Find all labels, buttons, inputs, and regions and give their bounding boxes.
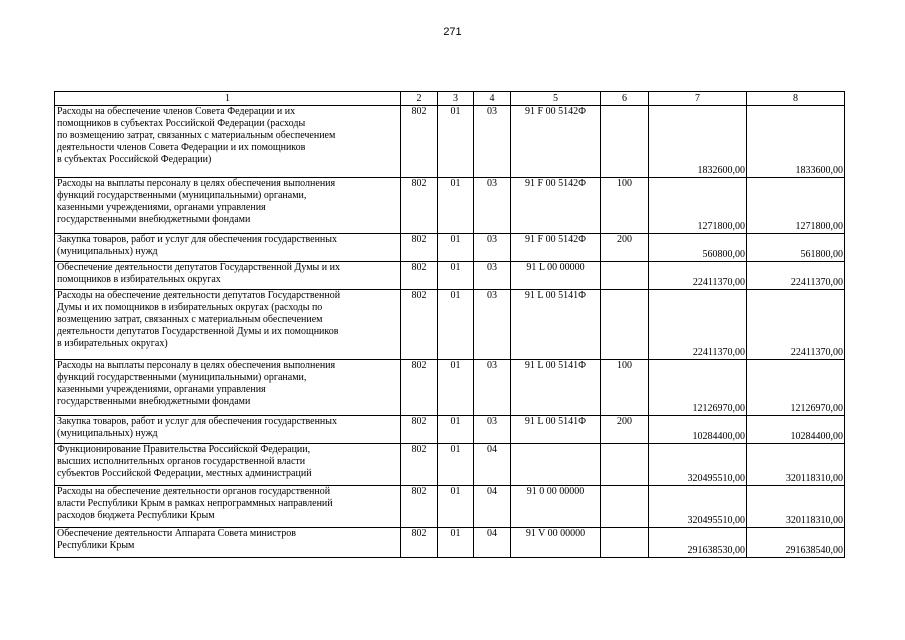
cell-col-7: 291638530,00 — [649, 528, 747, 558]
cell-name — [55, 262, 401, 290]
cell-col-3: 01 — [438, 444, 474, 486]
cell-name-line: государственными внебюджетными фондами — [57, 396, 251, 407]
cell-col-8: 12126970,00 — [747, 360, 845, 416]
cell-name-line: по возмещению затрат, связанных с материальным обеспечением — [57, 130, 336, 141]
budget-table — [54, 91, 845, 558]
cell-name-line: Обеспечение деятельности Аппарата Совета министров — [57, 528, 296, 539]
column-header-4: 4 — [474, 92, 511, 106]
page-number: 271 — [443, 26, 462, 38]
cell-name-line: (муниципальных) нужд — [57, 246, 158, 257]
cell-col-2: 802 — [401, 360, 438, 416]
table-row — [55, 262, 845, 290]
cell-col-7: 560800,00 — [649, 234, 747, 262]
cell-name — [55, 486, 401, 528]
cell-name — [55, 528, 401, 558]
cell-col-4: 04 — [474, 486, 511, 528]
cell-col-3: 01 — [438, 106, 474, 178]
cell-name-line: казенными учреждениями, органами управления — [57, 202, 266, 213]
cell-col-8: 1833600,00 — [747, 106, 845, 178]
cell-col-5: 91 L 00 5141Ф — [511, 360, 601, 416]
cell-col-3: 01 — [438, 528, 474, 558]
cell-col-5: 91 F 00 5142Ф — [511, 234, 601, 262]
cell-col-2: 802 — [401, 416, 438, 444]
cell-name-line: государственными внебюджетными фондами — [57, 214, 251, 225]
cell-col-4: 03 — [474, 416, 511, 444]
table-row — [55, 486, 845, 528]
cell-col-2: 802 — [401, 486, 438, 528]
cell-col-6: 200 — [601, 416, 649, 444]
cell-name-line: деятельности членов Совета Федерации и их помощников — [57, 142, 306, 153]
cell-col-8: 22411370,00 — [747, 290, 845, 360]
cell-col-5: 91 L 00 5141Ф — [511, 290, 601, 360]
table-row — [55, 178, 845, 234]
table-header-row — [55, 92, 845, 106]
cell-col-4: 03 — [474, 106, 511, 178]
cell-name — [55, 444, 401, 486]
cell-col-7: 320495510,00 — [649, 486, 747, 528]
cell-name-line: возмещению затрат, связанных с материальным обеспечением — [57, 314, 323, 325]
cell-name — [55, 416, 401, 444]
cell-col-4: 04 — [474, 528, 511, 558]
cell-col-2: 802 — [401, 528, 438, 558]
cell-col-5: 91 F 00 5142Ф — [511, 106, 601, 178]
cell-col-7: 12126970,00 — [649, 360, 747, 416]
cell-col-6 — [601, 528, 649, 558]
cell-col-5: 91 0 00 00000 — [511, 486, 601, 528]
cell-col-7: 320495510,00 — [649, 444, 747, 486]
cell-col-4: 04 — [474, 444, 511, 486]
cell-col-5: 91 F 00 5142Ф — [511, 178, 601, 234]
cell-name-line: Республики Крым — [57, 540, 135, 551]
cell-col-4: 03 — [474, 290, 511, 360]
cell-col-2: 802 — [401, 106, 438, 178]
cell-name-line: Расходы на выплаты персоналу в целях обеспечения выполнения — [57, 360, 336, 371]
cell-col-6 — [601, 290, 649, 360]
cell-name-line: в субъектах Российской Федерации) — [57, 154, 212, 165]
cell-col-6: 100 — [601, 360, 649, 416]
cell-col-8: 320118310,00 — [747, 444, 845, 486]
cell-col-4: 03 — [474, 178, 511, 234]
cell-col-7: 22411370,00 — [649, 290, 747, 360]
table-row — [55, 416, 845, 444]
cell-col-4: 03 — [474, 262, 511, 290]
cell-col-4: 03 — [474, 360, 511, 416]
cell-col-5: 91 L 00 00000 — [511, 262, 601, 290]
cell-name-line: в избирательных округах) — [57, 338, 168, 349]
cell-name — [55, 178, 401, 234]
cell-name-line: функций государственными (муниципальными) органами, — [57, 190, 307, 201]
cell-col-2: 802 — [401, 290, 438, 360]
cell-col-3: 01 — [438, 416, 474, 444]
table-row — [55, 290, 845, 360]
cell-col-6 — [601, 106, 649, 178]
cell-col-3: 01 — [438, 178, 474, 234]
table-row — [55, 234, 845, 262]
cell-name — [55, 360, 401, 416]
cell-col-8: 320118310,00 — [747, 486, 845, 528]
cell-name-line: субъектов Российской Федерации, местных администраций — [57, 468, 312, 479]
column-header-8: 8 — [747, 92, 845, 106]
cell-name-line: Закупка товаров, работ и услуг для обеспечения государственных — [57, 234, 338, 245]
cell-name-line: высших исполнительных органов государственной власти — [57, 456, 306, 467]
cell-name-line: Думы и их помощников в избирательных округах (расходы по — [57, 302, 323, 313]
cell-col-8: 561800,00 — [747, 234, 845, 262]
cell-col-4: 03 — [474, 234, 511, 262]
cell-name-line: расходов бюджета Республики Крым — [57, 510, 215, 521]
column-header-2: 2 — [401, 92, 438, 106]
cell-col-6 — [601, 262, 649, 290]
cell-col-2: 802 — [401, 444, 438, 486]
table-row — [55, 528, 845, 558]
cell-col-5: 91 L 00 5141Ф — [511, 416, 601, 444]
cell-name-line: Функционирование Правительства Российской Федерации, — [57, 444, 311, 455]
cell-col-6 — [601, 486, 649, 528]
cell-col-7: 22411370,00 — [649, 262, 747, 290]
cell-col-6 — [601, 444, 649, 486]
table-row — [55, 106, 845, 178]
cell-col-3: 01 — [438, 262, 474, 290]
cell-col-5 — [511, 444, 601, 486]
cell-name-line: Расходы на обеспечение членов Совета Федерации и их — [57, 106, 296, 117]
column-header-3: 3 — [438, 92, 474, 106]
cell-col-2: 802 — [401, 178, 438, 234]
cell-name-line: помощников в субъектах Российской Федерации (расходы — [57, 118, 306, 129]
cell-col-2: 802 — [401, 234, 438, 262]
cell-col-7: 1271800,00 — [649, 178, 747, 234]
cell-col-3: 01 — [438, 360, 474, 416]
cell-name-line: Закупка товаров, работ и услуг для обеспечения государственных — [57, 416, 338, 427]
cell-col-2: 802 — [401, 262, 438, 290]
column-header-5: 5 — [511, 92, 601, 106]
cell-col-3: 01 — [438, 486, 474, 528]
cell-col-7: 1832600,00 — [649, 106, 747, 178]
cell-col-8: 22411370,00 — [747, 262, 845, 290]
column-header-7: 7 — [649, 92, 747, 106]
table-row — [55, 360, 845, 416]
cell-col-3: 01 — [438, 234, 474, 262]
cell-name-line: Расходы на обеспечение деятельности депутатов Государственной — [57, 290, 341, 301]
column-header-6: 6 — [601, 92, 649, 106]
cell-name-line: (муниципальных) нужд — [57, 428, 158, 439]
cell-col-7: 10284400,00 — [649, 416, 747, 444]
cell-col-8: 1271800,00 — [747, 178, 845, 234]
cell-col-8: 291638540,00 — [747, 528, 845, 558]
cell-name-line: Расходы на обеспечение деятельности органов государственной — [57, 486, 331, 497]
cell-col-8: 10284400,00 — [747, 416, 845, 444]
cell-name-line: деятельности депутатов Государственной Думы и их помощников — [57, 326, 339, 337]
cell-name-line: Обеспечение деятельности депутатов Государственной Думы и их — [57, 262, 340, 273]
cell-col-6: 100 — [601, 178, 649, 234]
cell-col-6: 200 — [601, 234, 649, 262]
cell-name-line: функций государственными (муниципальными) органами, — [57, 372, 307, 383]
cell-name-line: помощников в избирательных округах — [57, 274, 221, 285]
cell-name-line: власти Республики Крым в рамках непрограммных направлений — [57, 498, 333, 509]
cell-name — [55, 234, 401, 262]
cell-name — [55, 106, 401, 178]
cell-col-5: 91 V 00 00000 — [511, 528, 601, 558]
cell-name — [55, 290, 401, 360]
cell-name-line: казенными учреждениями, органами управления — [57, 384, 266, 395]
table-row — [55, 444, 845, 486]
column-header-1: 1 — [55, 92, 401, 106]
cell-col-3: 01 — [438, 290, 474, 360]
cell-name-line: Расходы на выплаты персоналу в целях обеспечения выполнения — [57, 178, 336, 189]
